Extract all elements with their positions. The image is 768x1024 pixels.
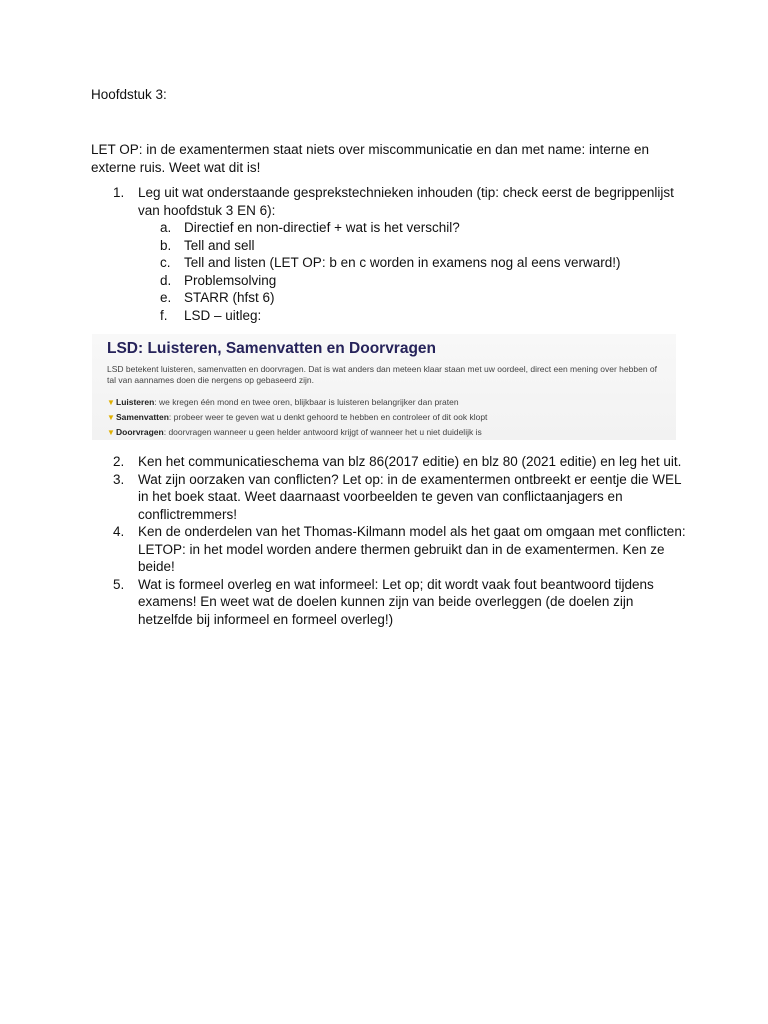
note-paragraph: LET OP: in de examentermen staat niets over miscommunicatie en dan met name: interne en externe ruis. Weet wat dit is! — [91, 142, 650, 175]
lsd-description: LSD betekent luisteren, samenvatten en doorvragen. Dat is wat anders dan meteen klaar staan met uw oordeel, direct een mening over hebben of tal van aannames doen die nergens op gebaseerd zijn. — [107, 364, 657, 385]
question-item-4 — [91, 523, 691, 576]
sub-item-text: Problemsolving — [184, 272, 277, 288]
sub-item-letter: b. — [160, 237, 172, 253]
question-number: 2. — [113, 454, 125, 469]
sub-item-c — [91, 254, 691, 272]
question-text: Ken het communicatieschema van blz 86(2017 editie) en blz 80 (2021 editie) en leg het uit. — [138, 454, 682, 469]
lsd-point-luisteren — [107, 395, 676, 410]
sub-item-text: Directief en non-directief + wat is het verschil? — [184, 220, 460, 235]
triangle-bullet-icon: ▼ — [107, 428, 115, 437]
lsd-point-label: Doorvragen — [116, 427, 164, 437]
question-number: 4. — [113, 524, 125, 539]
sub-item-d — [91, 272, 691, 290]
question-text: Wat is formeel overleg en wat informeel: Let op; dit wordt vaak fout beantwoord tijdens examens! En weet wat de doelen kunnen zijn van beide overleggen (de doelen zijn hetzelfde bij informeel en formeel overleg!) — [138, 576, 654, 627]
sub-item-letter: e. — [160, 290, 172, 305]
question-item-5 — [91, 576, 691, 629]
triangle-bullet-icon: ▼ — [107, 413, 115, 422]
sub-item-text: LSD – uitleg: — [184, 307, 262, 323]
sub-item-a — [91, 219, 691, 237]
question-text: Ken de onderdelen van het Thomas-Kilmann model als het gaat om omgaan met conflicten: LETOP: in het model worden andere thermen gebruikt dan in de examentermen. Ken ze beide! — [138, 524, 686, 574]
sub-item-letter: f. — [160, 307, 168, 323]
lsd-title — [107, 338, 676, 360]
question-list-part-1 — [91, 184, 691, 324]
lsd-image-panel — [92, 334, 676, 440]
lsd-point-text: : we kregen één mond en twee oren, blijkbaar is luisteren belangrijker dan praten — [154, 397, 459, 407]
lsd-point-doorvragen — [107, 425, 676, 440]
question-item-2 — [91, 453, 691, 471]
lsd-points-list — [107, 395, 676, 440]
lsd-point-samenvatten — [107, 410, 676, 425]
lsd-point-label: Samenvatten — [116, 412, 169, 422]
question-item-1 — [91, 184, 691, 219]
sub-item-e — [91, 289, 691, 307]
lsd-title-rest: : Luisteren, Samenvatten en Doorvragen — [138, 340, 437, 357]
sub-item-letter: a. — [160, 220, 172, 235]
sub-item-text: STARR (hfst 6) — [184, 290, 275, 305]
lsd-point-label: Luisteren — [116, 397, 155, 407]
lsd-point-text: : probeer weer te geven wat u denkt gehoord te hebben en controleer of dit ook klopt — [168, 412, 488, 422]
lsd-title-prefix: LSD — [107, 340, 138, 357]
question-text: Leg uit wat onderstaande gesprekstechnieken inhouden (tip: check eerst de begrippenlijst van hoofdstuk 3 EN 6): — [138, 185, 674, 218]
sub-item-letter: c. — [160, 255, 171, 270]
question-number: 5. — [113, 576, 125, 592]
triangle-bullet-icon: ▼ — [107, 398, 115, 407]
sub-item-letter: d. — [160, 272, 172, 288]
sub-item-text: Tell and listen (LET OP: b en c worden in examens nog al eens verward!) — [184, 255, 621, 270]
sub-item-f — [91, 307, 691, 325]
question-list-part-2 — [91, 453, 691, 628]
question-item-3 — [91, 471, 691, 524]
chapter-heading: Hoofdstuk 3: — [91, 87, 167, 102]
question-number: 1. — [113, 185, 125, 200]
question-number: 3. — [113, 471, 125, 487]
question-text: Wat zijn oorzaken van conflicten? Let op: in de examentermen ontbreekt er eentje die WEL in het boek staat. Weet daarnaast voorbeelden te geven van conflictaanjagers en conflictremmers! — [138, 471, 682, 522]
sub-item-text: Tell and sell — [184, 237, 255, 253]
lsd-point-text: : doorvragen wanneer u geen helder antwoord krijgt of wanneer het u niet duidelijk is — [163, 427, 482, 437]
sub-item-b — [91, 237, 691, 255]
